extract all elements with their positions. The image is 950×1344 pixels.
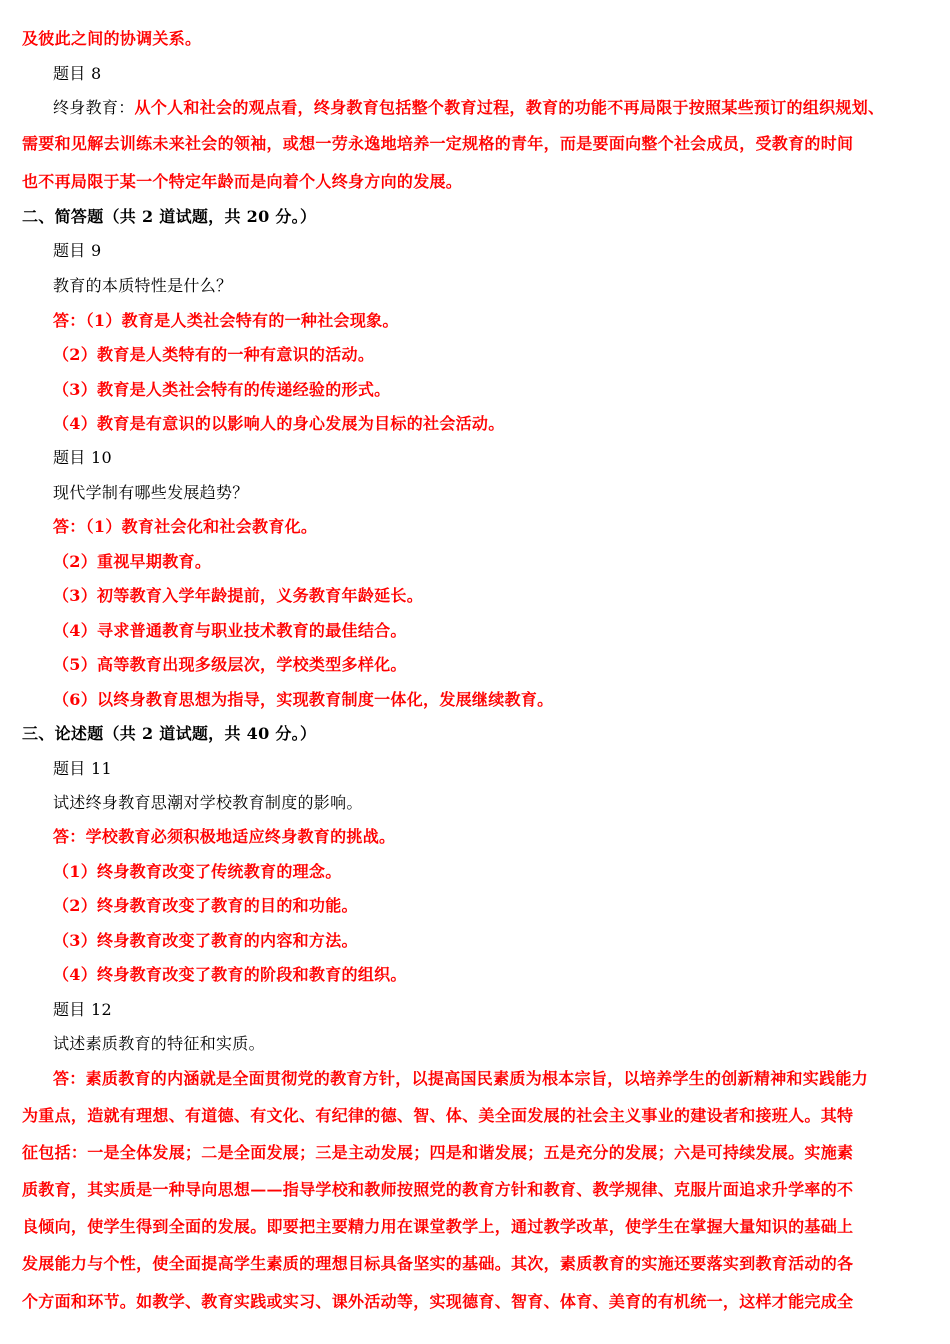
q12-question: 试述素质教育的特征和实质。: [53, 1034, 265, 1053]
q9-answer-4: （4）教育是有意识的以影响人的身心发展为目标的社会活动。: [53, 414, 505, 433]
q10-answer-3: （3）初等教育入学年龄提前，义务教育年龄延长。: [53, 586, 424, 605]
q11-label: 题目 11: [53, 759, 112, 778]
q12-answer-line-3: 征包括：一是全体发展；二是全面发展；三是主动发展；四是和谐发展；五是充分的发展；六是可持续发展。实施素: [22, 1143, 854, 1162]
q8-answer-line-3: 也不再局限于某一个特定年龄而是向着个人终身方向的发展。: [22, 172, 463, 191]
q9-answer-1: 答：（1）教育是人类社会特有的一种社会现象。: [53, 311, 399, 330]
q11-answer-3: （2）终身教育改变了教育的目的和功能。: [53, 896, 358, 915]
q7-answer-tail: 及彼此之间的协调关系。: [22, 29, 202, 48]
q9-question: 教育的本质特性是什么？: [53, 276, 233, 295]
q8-label: 题目 8: [53, 64, 102, 83]
q11-answer-4: （3）终身教育改变了教育的内容和方法。: [53, 931, 358, 950]
q12-label: 题目 12: [53, 1000, 112, 1019]
q10-question: 现代学制有哪些发展趋势？: [53, 483, 249, 502]
q9-label: 题目 9: [53, 241, 102, 260]
q10-answer-5: （5）高等教育出现多级层次，学校类型多样化。: [53, 655, 407, 674]
q10-answer-6: （6）以终身教育思想为指导，实现教育制度一体化，发展继续教育。: [53, 690, 554, 709]
q12-answer-line-7: 个方面和环节。如教学、教育实践或实习、课外活动等，实现德育、智育、体育、美育的有机统一，这样才能完成全: [22, 1292, 854, 1311]
q8-term: 终身教育：: [53, 98, 135, 117]
section-3-heading: 三、论述题（共 2 道试题，共 40 分。）: [22, 724, 317, 743]
section-2-heading: 二、简答题（共 2 道试题，共 20 分。）: [22, 207, 317, 226]
q9-answer-2: （2）教育是人类特有的一种有意识的活动。: [53, 345, 375, 364]
q11-answer-5: （4）终身教育改变了教育的阶段和教育的组织。: [53, 965, 407, 984]
q12-answer-line-1: 答：素质教育的内涵就是全面贯彻党的教育方针，以提高国民素质为根本宗旨，以培养学生的创新精神和实践能力: [53, 1069, 869, 1088]
q9-answer-3: （3）教育是人类社会特有的传递经验的形式。: [53, 380, 391, 399]
q12-answer-line-4: 质教育，其实质是一种导向思想——指导学校和教师按照党的教育方针和教育、教学规律、克服片面追求升学率的不: [22, 1180, 854, 1199]
q8-answer-line-1: [53, 97, 902, 119]
q12-answer-line-2: 为重点，造就有理想、有道德、有文化、有纪律的德、智、体、美全面发展的社会主义事业的建设者和接班人。其特: [22, 1106, 854, 1125]
q8-definition-start: 从个人和社会的观点看，终身教育包括整个教育过程，教育的功能不再局限于按照某些预订的组织规划、: [134, 98, 885, 117]
q10-answer-4: （4）寻求普通教育与职业技术教育的最佳结合。: [53, 621, 407, 640]
q11-question: 试述终身教育思潮对学校教育制度的影响。: [53, 793, 363, 812]
q10-answer-2: （2）重视早期教育。: [53, 552, 212, 571]
q8-answer-line-2: 需要和见解去训练未来社会的领袖，或想一劳永逸地培养一定规格的青年，而是要面向整个社会成员，受教育的时间: [22, 134, 854, 153]
q12-answer-line-6: 发展能力与个性，使全面提高学生素质的理想目标具备坚实的基础。其次，素质教育的实施还要落实到教育活动的各: [22, 1254, 854, 1273]
q12-answer-line-5: 良倾向，使学生得到全面的发展。即要把主要精力用在课堂教学上，通过教学改革，使学生在掌握大量知识的基础上: [22, 1217, 854, 1236]
q10-label: 题目 10: [53, 448, 112, 467]
q10-answer-1: 答：（1）教育社会化和社会教育化。: [53, 517, 318, 536]
q11-answer-1: 答：学校教育必须积极地适应终身教育的挑战。: [53, 827, 396, 846]
q11-answer-2: （1）终身教育改变了传统教育的理念。: [53, 862, 342, 881]
